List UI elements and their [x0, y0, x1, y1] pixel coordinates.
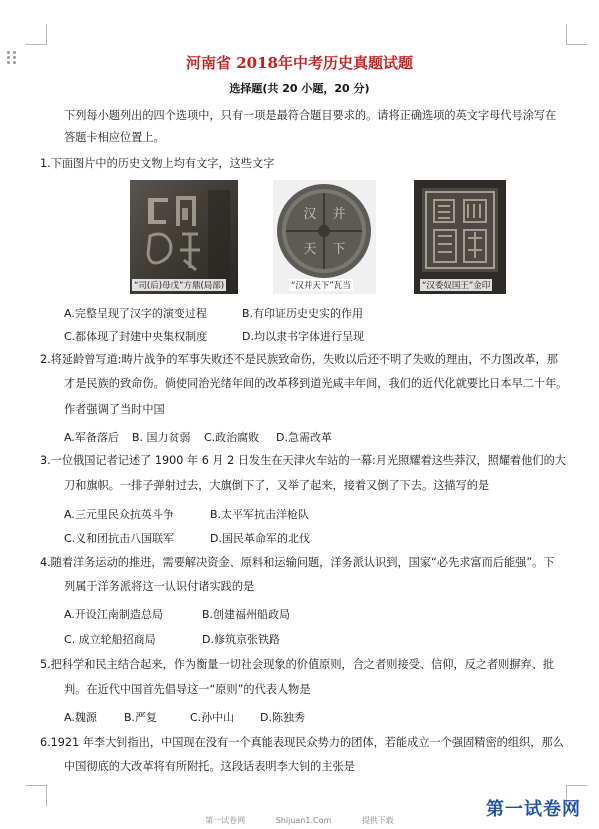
option-b[interactable]: B.严复	[124, 711, 158, 724]
question-5-stem: 5.把科学和民主结合起来，作为衡量一切社会现象的价值原则，合之者则接受、信仰，反之者则摒弃、批	[40, 658, 555, 671]
crop-mark-bottom-left	[26, 785, 47, 806]
roof-tile-end-photo	[273, 180, 376, 294]
option-c[interactable]: C.孙中山	[190, 711, 235, 724]
question-2-stem: 2.将延龄曾写道:畴片战争的军事失败还不是民族致命伤，失败以后还不明了失败的理由，不力图改革，那	[40, 353, 558, 366]
option-c[interactable]: C.都体现了封建中央集权制度	[64, 330, 208, 343]
option-d[interactable]: D.陈独秀	[260, 711, 305, 724]
option-b[interactable]: B.有印证历史史实的作用	[242, 307, 364, 320]
figure-caption: “汉委奴国王”金印	[422, 281, 491, 291]
option-a[interactable]: A.开设江南制造总局	[64, 608, 163, 621]
option-c[interactable]: C.义和团抗击八国联军	[64, 532, 175, 545]
crop-mark-top-right	[566, 24, 587, 45]
question-3-stem: 刀和旗帜。一排子弹射过去，大旗倒下了，又举了起来，接着又倒了下去。这描写的是	[64, 479, 490, 492]
wadang-tile-icon	[273, 180, 376, 294]
artifact-figure-row	[130, 180, 506, 294]
footer-download: 提供下载	[361, 816, 394, 825]
question-5-stem: 判。在近代中国首先倡导这一“原则”的代表人物是	[64, 683, 311, 696]
question-6-stem: 中国彻底的大改革将有所附托。这段话表明李大钊的主张是	[64, 760, 355, 773]
question-3-stem: 3.一位俄国记者记述了 1900 年 6 月 2 日发生在天津火车站的一幕:月光照耀着这些莽汉，照耀着他们的大	[40, 454, 566, 467]
option-c[interactable]: C.政治腐败	[204, 431, 260, 444]
option-a[interactable]: A.完整呈现了汉字的演变过程	[64, 307, 207, 320]
bronze-ding-inscription-icon	[130, 180, 238, 294]
figure-caption: “汉并天下”瓦当	[291, 281, 351, 291]
option-c[interactable]: C. 成立轮船招商局	[64, 633, 156, 646]
footer-site-name: 第一试卷网	[205, 816, 246, 825]
section-heading: 选择题(共 20 小题，20 分)	[229, 82, 370, 95]
crop-mark-top-left	[26, 24, 47, 45]
tile-glyph: 汉	[303, 207, 317, 222]
option-b[interactable]: B.太平军抗击洋枪队	[210, 508, 310, 521]
question-2-stem: 才是民族的致命伤。倘使同治光绪年间的改革移到道光咸丰年间，我们的近代化就要比日本早二十年。	[64, 377, 568, 390]
gold-seal-impression-icon	[414, 180, 506, 294]
instructions-line: 答题卡相应位置上。	[64, 131, 165, 144]
option-a[interactable]: A.军备落后	[64, 431, 119, 444]
tile-glyph: 天	[303, 242, 317, 257]
question-2-stem: 作者强调了当时中国	[64, 403, 165, 416]
option-b[interactable]: B. 国力贫弱	[132, 431, 191, 444]
option-b[interactable]: B.创建福州船政局	[202, 608, 291, 621]
question-1-stem: 1.下面图片中的历史文物上均有文字，这些文字	[40, 157, 275, 170]
bronze-ding-photo	[130, 180, 238, 294]
option-d[interactable]: D.急需改革	[276, 431, 332, 444]
gold-seal-photo	[414, 180, 506, 294]
brand-watermark: 第一试卷网	[486, 799, 581, 820]
tile-glyph: 下	[332, 242, 346, 257]
page-title: 河南省 2018年中考历史真题试题	[186, 54, 413, 72]
option-a[interactable]: A.三元里民众抗英斗争	[64, 508, 174, 521]
option-d[interactable]: D.国民革命军的北伐	[210, 532, 310, 545]
question-6-stem: 6.1921 年李大钊指出，中国现在没有一个真能表现民众势力的团体，若能成立一个强固精密的组织，那么	[40, 736, 564, 749]
option-d[interactable]: D.修筑京张铁路	[202, 633, 280, 646]
footer-url[interactable]: Shijuan1.Com	[275, 816, 332, 825]
figure-caption: “司(后)母戊”方鼎(局部)	[134, 281, 225, 291]
instructions-line: 下列每小题列出的四个选项中，只有一项是最符合题目要求的。请将正确选项的英文字母代号涂写在	[64, 109, 557, 122]
option-d[interactable]: D.均以隶书字体进行呈现	[242, 330, 364, 343]
question-4-stem: 列属于洋务派将这一认识付诸实践的是	[64, 580, 255, 593]
question-4-stem: 4.随着洋务运动的推进，需要解决资金、原料和运输问题，洋务派认识到，国家“必先求富而后能强”。下	[40, 556, 555, 569]
option-a[interactable]: A.魏源	[64, 711, 97, 724]
tile-glyph: 并	[332, 207, 346, 222]
